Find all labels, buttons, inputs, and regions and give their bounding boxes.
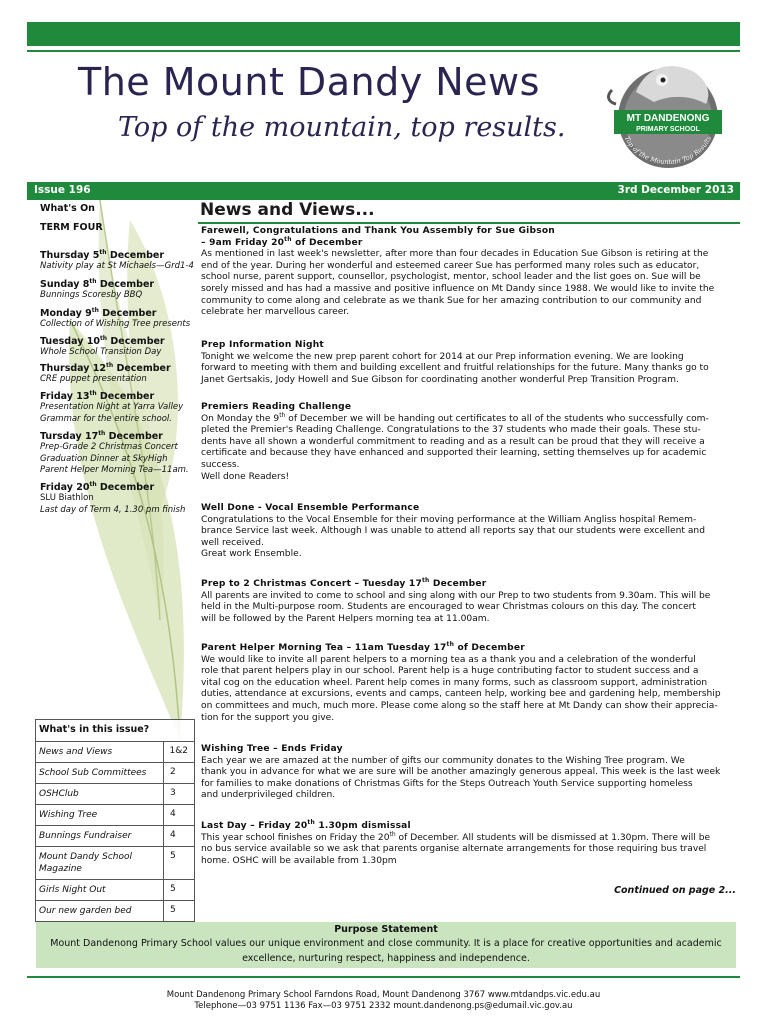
event-item: Friday 13th December Presentation Night at Yarra Valley Grammar for the entire school.: [40, 389, 184, 424]
article-last-day: Last Day – Friday 20th 1.30pm dismissal This year school finishes on Friday the 20th of December. All students will be dismissed at 1.30pm. There will be no bus service available so we ask that parents organise alternate arrangements for those requiring bus travel home. OSHC will be available from 1.30pm: [201, 821, 737, 867]
footer-phone: Telephone—03 9751 1136 Fax—03 9751 2332 mount.dandenong.ps@edumail.vic.gov.au: [194, 1001, 573, 1011]
contents-row: News and Views 1&2: [36, 742, 194, 763]
event-item: Tursday 17th December Prep-Grade 2 Christmas Concert Graduation Dinner at SkyHigh Parent Helper Morning Tea—11am.: [40, 429, 189, 475]
article-heading: Well Done - Vocal Ensemble Performance: [201, 503, 420, 513]
article-christmas-concert: Prep to 2 Christmas Concert – Tuesday 17th December All parents are invited to come to school and sing along with our Prep to two students from 9.30am. This will be held in the Multi-purpose room. Students are encouraged to wear Christmas colours on this day. The concert will be followed by the Parent Helpers morning tea at 11.00am.: [201, 579, 737, 625]
purpose-statement-box: [36, 922, 736, 968]
article-reading-challenge: Premiers Reading Challenge On Monday the 9th of December we will be handing out certificates to all of the students who successfully com- pleted the Premier's Reading Challenge. Congratulations to the 37 students who made their goals. These stu- dents have all shown a wonderful commitment to reading and as a result can be proud that they will receive a certificate and because they have enhanced and supported their learning, setting themselves up for academic success. Well done Readers!: [201, 402, 737, 483]
issue-number: Issue 196: [34, 184, 91, 196]
article-heading: Prep to 2 Christmas Concert – Tuesday 17th December: [201, 576, 487, 589]
event-item: Monday 9th December Collection of Wishing Tree presents: [40, 306, 191, 329]
article-farewell: Farewell, Congratulations and Thank You Assembly for Sue Gibson – 9am Friday 20th of December As mentioned in last week's newsletter, after more than four decades in Education Sue Gibson is retiring at the end of the year. During her wonderful and esteemed career Sue has performed many roles such as educator, school nurse, parent support, counsellor, psychologist, mentor, school leader and the list goes on. Sue will be sorely missed and has had a massive and positive influence on Mt Dandy since 1988. We would like to invite the community to come along and celebrate as we thank Sue for her amazing contribution to our community and celebrate her marvellous career.: [201, 226, 737, 319]
newsletter-tagline: Top of the mountain, top results.: [118, 112, 566, 143]
article-heading: Parent Helper Morning Tea – 11am Tuesday 17th of December: [201, 640, 525, 653]
term-heading: TERM FOUR: [40, 222, 103, 233]
contents-row: Wishing Tree 4: [36, 805, 194, 826]
article-heading: Farewell, Congratulations and Thank You Assembly for Sue Gibson: [201, 226, 555, 236]
footer-contact: [27, 990, 740, 1012]
news-section-heading: News and Views...: [200, 200, 375, 220]
logo-school-type: PRIMARY SCHOOL: [636, 126, 700, 133]
article-wishing-tree: Wishing Tree – Ends Friday Each year we are amazed at the number of gifts our community donates to the Wishing Tree program. We thank you in advance for what we are sure will be another amazingly generous appeal. This week is the last week for families to make donations of Christmas Gifts for the Steps Outreach Youth Service supporting homeless and underprivileged children.: [201, 744, 737, 802]
whats-on-heading: What's On: [40, 203, 95, 214]
article-heading: Prep Information Night: [201, 340, 324, 350]
logo-motto: Top of the Mountain Top Results: [622, 134, 714, 167]
article-morning-tea: Parent Helper Morning Tea – 11am Tuesday 17th of December We would like to invite all parent helpers to a morning tea as a thank you and a celebration of the wonderful role that parent helpers play in our school. Parent help is a huge contributing factor to student success and a vital cog on the education wheel. Parent help comes in many forms, such as classroom support, administration duties, attendance at excursions, events and camps, canteen help, working bee and gardening help, membership on committees and much, much more. Please come along so the staff here at Mt Dandy can show their apprecia- tion for the support you give.: [201, 643, 737, 724]
purpose-heading: Purpose Statement: [334, 924, 438, 935]
event-item: Sunday 8th December Bunnings Scoresby BBQ: [40, 277, 155, 300]
issue-contents-table: [35, 719, 195, 922]
article-heading: Wishing Tree – Ends Friday: [201, 744, 343, 754]
contents-row: Our new garden bed 5: [36, 901, 194, 921]
masthead-top-bar: [27, 22, 740, 46]
contents-row: Mount Dandy School Magazine 5: [36, 847, 194, 880]
article-vocal-ensemble: Well Done - Vocal Ensemble Performance Congratulations to the Vocal Ensemble for their moving performance at the William Angliss hospital Remem- brance Service last week. Although I was unable to attend all reports say that our students were excellent and well received. Great work Ensemble.: [201, 503, 737, 561]
logo-school-name: MT DANDENONG: [626, 113, 710, 124]
newsletter-title: The Mount Dandy News: [78, 60, 540, 104]
contents-row: School Sub Committees 2: [36, 763, 194, 784]
contents-row: Bunnings Fundraiser 4: [36, 826, 194, 847]
event-item: Thursday 12th December CRE puppet presentation: [40, 361, 171, 384]
purpose-line: Mount Dandenong Primary School values our unique environment and close community. It is a place for creative opportunities and academic: [50, 938, 722, 949]
article-heading: Last Day – Friday 20th 1.30pm dismissal: [201, 818, 411, 831]
contents-row: OSHClub 3: [36, 784, 194, 805]
footer-address: Mount Dandenong Primary School Farndons Road, Mount Dandenong 3767 www.mtdandps.vic.edu.au: [166, 990, 601, 1000]
article-prep-night: Prep Information Night Tonight we welcome the new prep parent cohort for 2014 at our Prep information evening. We are looking forward to meeting with them and building excellent and fruitful relationships for the future. Many thanks go to Janet Gertsakis, Jody Howell and Sue Gibson for coordinating another wonderful Prep Transition Program.: [201, 340, 737, 386]
issue-bar: [27, 182, 740, 200]
footer-rule: [27, 976, 740, 978]
issue-date: 3rd December 2013: [617, 184, 734, 196]
purpose-line: excellence, nurturing respect, happiness and independence.: [242, 953, 530, 964]
school-logo: [602, 52, 732, 170]
event-item: Thursday 5th December Nativity play at St Michaels—Grd1-4: [40, 248, 194, 271]
article-heading-cont: – 9am Friday 20th of December: [201, 235, 363, 248]
continued-note: Continued on page 2...: [614, 885, 736, 896]
article-heading: Premiers Reading Challenge: [201, 402, 352, 412]
event-item: Friday 20th December SLU Biathlon Last day of Term 4, 1.30 pm finish: [40, 480, 186, 515]
news-heading-rule: [198, 222, 740, 224]
event-item: Tuesday 10th December Whole School Transition Day: [40, 334, 165, 357]
contents-heading: What's in this issue?: [36, 720, 194, 742]
contents-row: Girls Night Out 5: [36, 880, 194, 901]
